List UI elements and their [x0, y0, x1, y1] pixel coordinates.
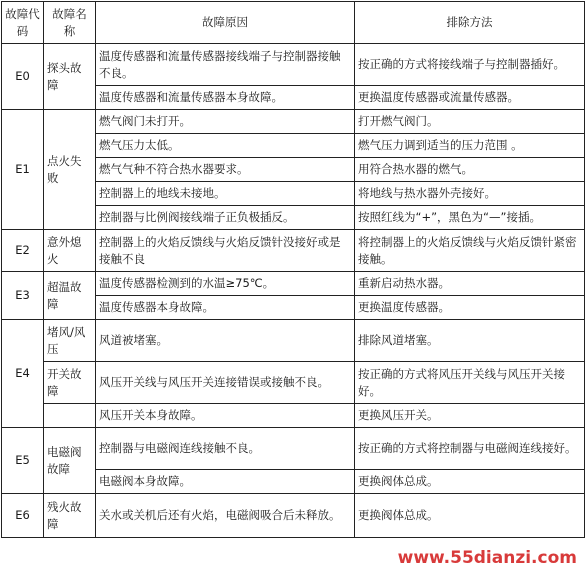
fault-cause: 温度传感器本身故障。 — [96, 296, 355, 320]
table-row — [2, 110, 585, 134]
header-code: 故障代码 — [2, 2, 44, 44]
fault-code: E2 — [2, 230, 44, 272]
fault-code: E1 — [2, 110, 44, 230]
fault-code: E5 — [2, 428, 44, 494]
fault-fix: 更换温度传感器。 — [355, 296, 585, 320]
fault-cause: 温度传感器和流量传感器本身故障。 — [96, 86, 355, 110]
fault-name-empty — [44, 404, 96, 428]
fault-fix: 将地线与热水器外壳接好。 — [355, 182, 585, 206]
fault-fix: 燃气压力调到适当的压力范围 。 — [355, 134, 585, 158]
table-row — [2, 230, 585, 272]
fault-cause: 风压开关线与风压开关连接错误或接触不良。 — [96, 362, 355, 404]
fault-fix: 按正确的方式将控制器与电磁阀连线接好。 — [355, 428, 585, 470]
fault-fix: 排除风道堵塞。 — [355, 320, 585, 362]
fault-name: 意外熄火 — [44, 230, 96, 272]
fault-name: 开关故障 — [44, 362, 96, 404]
fault-cause: 电磁阀本身故障。 — [96, 470, 355, 494]
table-row — [2, 362, 585, 404]
fault-cause: 风道被堵塞。 — [96, 320, 355, 362]
site-watermark: www.55dianzi.com — [397, 548, 577, 568]
fault-cause: 温度传感器检测到的水温≥75℃。 — [96, 272, 355, 296]
fault-name: 堵风/风压 — [44, 320, 96, 362]
header-fix: 排除方法 — [355, 2, 585, 44]
table-row — [2, 320, 585, 362]
fault-name: 电磁阀故障 — [44, 428, 96, 494]
fault-cause: 控制器与电磁阀连线接触不良。 — [96, 428, 355, 470]
fault-code-table — [1, 1, 585, 538]
fault-fix: 将控制器上的火焰反馈线与火焰反馈针紧密接触。 — [355, 230, 585, 272]
fault-code: E3 — [2, 272, 44, 320]
fault-fix: 更换风压开关。 — [355, 404, 585, 428]
fault-cause: 控制器上的火焰反馈线与火焰反馈针没接好或是接触不良 — [96, 230, 355, 272]
fault-fix: 打开燃气阀门。 — [355, 110, 585, 134]
fault-cause: 风压开关本身故障。 — [96, 404, 355, 428]
header-cause: 故障原因 — [96, 2, 355, 44]
fault-cause: 控制器上的地线未接地。 — [96, 182, 355, 206]
fault-fix: 更换阀体总成。 — [355, 470, 585, 494]
fault-fix: 按照红线为“+”，黑色为“—”接插。 — [355, 206, 585, 230]
fault-code: E6 — [2, 494, 44, 538]
fault-name: 探头故障 — [44, 44, 96, 110]
fault-cause: 燃气阀门未打开。 — [96, 110, 355, 134]
header-row — [2, 2, 585, 44]
fault-cause: 关水或关机后还有火焰，电磁阀吸合后未释放。 — [96, 494, 355, 538]
fault-fix: 更换阀体总成。 — [355, 494, 585, 538]
table-row — [2, 272, 585, 296]
fault-cause: 燃气压力太低。 — [96, 134, 355, 158]
fault-fix: 用符合热水器的燃气。 — [355, 158, 585, 182]
table-row — [2, 494, 585, 538]
fault-cause: 温度传感器和流量传感器接线端子与控制器接触不良。 — [96, 44, 355, 86]
table-row — [2, 404, 585, 428]
fault-code: E0 — [2, 44, 44, 110]
fault-fix: 按正确的方式将接线端子与控制器插好。 — [355, 44, 585, 86]
fault-cause: 控制器与比例阀接线端子正负极插反。 — [96, 206, 355, 230]
table-row — [2, 44, 585, 86]
table-row — [2, 428, 585, 470]
fault-name: 残火故障 — [44, 494, 96, 538]
fault-code: E4 — [2, 320, 44, 428]
fault-name: 点火失败 — [44, 110, 96, 230]
fault-fix: 按正确的方式将风压开关线与风压开关接好。 — [355, 362, 585, 404]
fault-cause: 燃气气种不符合热水器要求。 — [96, 158, 355, 182]
fault-fix: 重新启动热水器。 — [355, 272, 585, 296]
fault-fix: 更换温度传感器或流量传感器。 — [355, 86, 585, 110]
fault-name: 超温故障 — [44, 272, 96, 320]
header-name: 故障名称 — [44, 2, 96, 44]
